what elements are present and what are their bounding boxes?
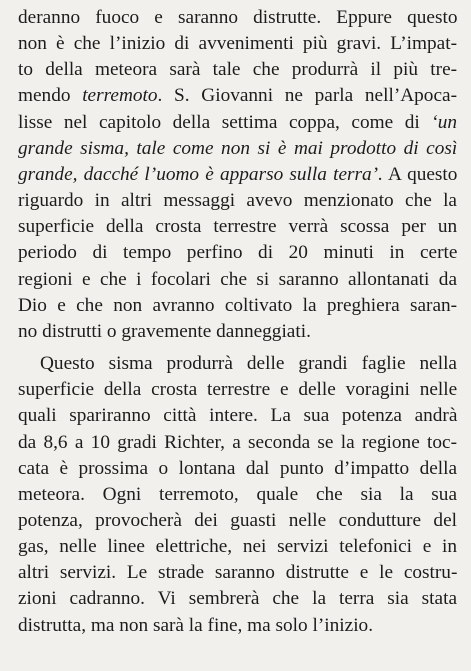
text-run: periodo di tempo perfino di 20 minuti in certe [18,242,458,264]
text-run: quali spariranno città intere. La sua potenza andrà [18,405,458,427]
text-line [18,456,457,482]
text-run: deranno fuoco e saranno distrutte. Eppure questo [18,7,458,28]
text-run: da 8,6 a 10 gradi Richter, a seconda se la regione toc- [18,431,458,453]
text-line [18,586,457,612]
text-line [18,534,457,560]
text-line [18,214,457,240]
text-line [18,162,457,188]
text-line [18,188,457,214]
text-line [18,351,457,377]
text-line [18,482,457,508]
text-line [18,560,457,586]
text-line [18,377,457,403]
text-run: regioni e che i focolari che si saranno allontanati da [18,268,457,290]
text-run: distrutta, ma non sarà la fine, ma solo l’inizio. [18,614,374,636]
text-line [18,57,457,83]
text-line [18,31,457,57]
text-line [18,83,457,109]
text-run: to della meteora sarà tale che produrrà il più tre- [18,59,458,81]
text-run: mendo [18,85,83,107]
text-line [18,293,457,319]
text-run: potenza, provocherà dei guasti nelle condutture del [18,509,457,531]
text-line [18,5,457,31]
italic-quote: grande sisma, tale come non si è mai prodotto di così [18,137,458,159]
text-line [18,430,457,456]
text-line [18,240,457,266]
text-run: no distrutti o gravemente danneggiati. [18,320,311,342]
text-run: lisse nel capitolo della settima coppa, come di [18,111,432,133]
paragraph-meteora-impact [18,5,457,345]
paragraph-earthquake-effects [18,351,457,639]
text-run: superficie della crosta terrestre e delle voragini nelle [18,379,458,401]
text-run: Questo sisma produrrà delle grandi faglie nella [40,353,457,375]
italic-quote: grande, dacché l’uomo è apparso sulla terra’. [18,163,383,185]
italic-quote: ‘un [431,111,457,133]
text-run: gas, nelle linee elettriche, nei servizi telefonici e in [18,536,457,558]
text-line [18,319,457,345]
text-run: riguardo in altri messaggi avevo menzionato che la [18,190,457,212]
text-run: non è che l’inizio di avvenimenti più gravi. L’impat- [18,33,457,55]
text-run: meteora. Ogni terremoto, quale che sia la sua [18,483,457,505]
text-line [18,267,457,293]
text-line [18,613,457,639]
text-run: . S. Giovanni ne parla nell’Apoca- [157,85,457,107]
text-run: A questo [382,163,458,185]
text-run: zioni cadranno. Vi sembrerà che la terra sia stata [18,588,457,610]
text-run: cata è prossima o lontana dal punto d’impatto della [18,457,458,479]
text-run: superficie della crosta terrestre verrà scossa per un [18,216,458,238]
text-line [18,136,457,162]
italic-quote: terremoto [82,85,158,107]
text-line [18,403,457,429]
text-line [18,110,457,136]
text-run: Dio e che non avranno coltivato la preghiera saran- [18,294,458,316]
text-line [18,508,457,534]
text-run: altri servizi. Le strade saranno distrutte e le costru- [18,562,458,584]
